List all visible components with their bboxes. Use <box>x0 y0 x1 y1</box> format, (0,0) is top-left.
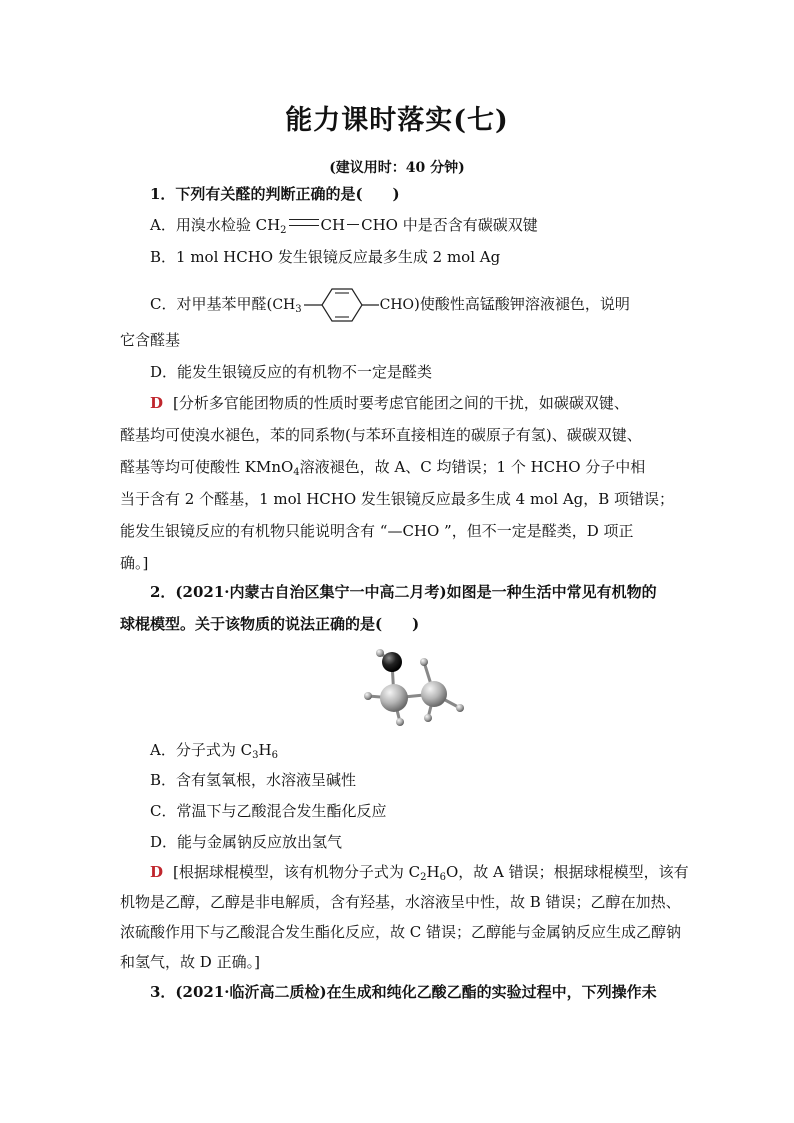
q1-answer: D <box>150 394 164 412</box>
hydrogen-atom <box>364 692 372 700</box>
ball-and-stick-model <box>356 640 476 734</box>
q2-stem-cont: 球棍模型。关于该物质的说法正确的是( ) <box>120 615 420 633</box>
q1-analysis-line-4: 当于含有 2 个醛基，1 mol HCHO 发生银镜反应最多生成 4 mol Ag，B 项错误； <box>120 490 675 508</box>
q2-option-c: C．常温下与乙酸混合发生酯化反应 <box>150 802 387 820</box>
q2-analysis-line-4: 和氢气，故 D 正确。] <box>120 953 260 971</box>
benzene-ring-structure <box>302 287 380 328</box>
page-title: 能力课时落实(七) <box>285 105 509 136</box>
q1-option-c-cont: 它含醛基 <box>120 331 181 349</box>
q1-stem: 1．下列有关醛的判断正确的是( ) <box>150 185 400 203</box>
q2-option-a: A．分子式为 $C_3H_6$ <box>150 741 278 761</box>
q1-option-d: D．能发生银镜反应的有机物不一定是醛类 <box>150 363 433 381</box>
q1-option-b: B．1 mol HCHO 发生银镜反应最多生成 2 mol Ag <box>150 248 501 266</box>
q1-analysis-line-3: 醛基等均可使酸性 KMnO$_4$溶液褪色，故 A、C 均错误；1 个 HCHO 分子中相 <box>120 458 646 478</box>
q1-analysis-line-5: 能发生银镜反应的有机物只能说明含有 “—CHO ”，但不一定是醛类，D 项正 <box>120 522 634 540</box>
page-subtitle: (建议用时：40 分钟) <box>329 160 465 176</box>
hydrogen-atom <box>424 714 432 722</box>
q2-option-d: D．能与金属钠反应放出氢气 <box>150 833 343 851</box>
hydrogen-atom <box>420 658 428 666</box>
q3-stem: 3．(2021·临沂高二质检)在生成和纯化乙酸乙酯的实验过程中，下列操作未 <box>150 983 657 1001</box>
q2-answer: D <box>150 863 164 881</box>
q1-analysis-line-6: 确。] <box>120 554 149 572</box>
q2-analysis-line-1: D [根据球棍模型，该有机物分子式为 $C_2H_6O$，故 A 错误；根据球棍模型，该有 <box>150 863 689 883</box>
q2-analysis-line-2: 机物是乙醇，乙醇是非电解质，含有羟基，水溶液呈中性，故 B 错误；乙醇在加热、 <box>120 893 681 911</box>
q1-analysis-line-2: 醛基均可使溴水褪色，苯的同系物(与苯环直接相连的碳原子有氢)、碳碳双键、 <box>120 426 642 444</box>
hydrogen-atom <box>396 718 404 726</box>
q1-option-a: A．用溴水检验 $CH_2$ CH CHO 中是否含有碳碳双键 <box>150 216 538 236</box>
double-bond-icon <box>289 219 319 226</box>
q2-stem: 2．(2021·内蒙古自治区集宁一中高二月考)如图是一种生活中常见有机物的 <box>150 583 657 601</box>
carbon-atom <box>421 681 447 707</box>
q2-analysis-line-3: 浓硫酸作用下与乙酸混合发生酯化反应，故 C 错误；乙醇能与金属钠反应生成乙醇钠 <box>120 923 682 941</box>
single-bond-icon <box>347 224 359 225</box>
q2-option-b: B．含有氢氧根，水溶液呈碱性 <box>150 771 357 789</box>
q1-analysis-line-1: D [分析多官能团物质的性质时要考虑官能团之间的干扰，如碳碳双键、 <box>150 394 629 412</box>
hydrogen-atom <box>376 649 384 657</box>
hydrogen-atom <box>456 704 464 712</box>
q1-option-c: C．对甲基苯甲醛($CH_3$ CHO)使酸性高锰酸钾溶液褪色，说明 <box>150 287 630 328</box>
oxygen-atom <box>382 652 402 672</box>
carbon-atom <box>380 684 408 712</box>
